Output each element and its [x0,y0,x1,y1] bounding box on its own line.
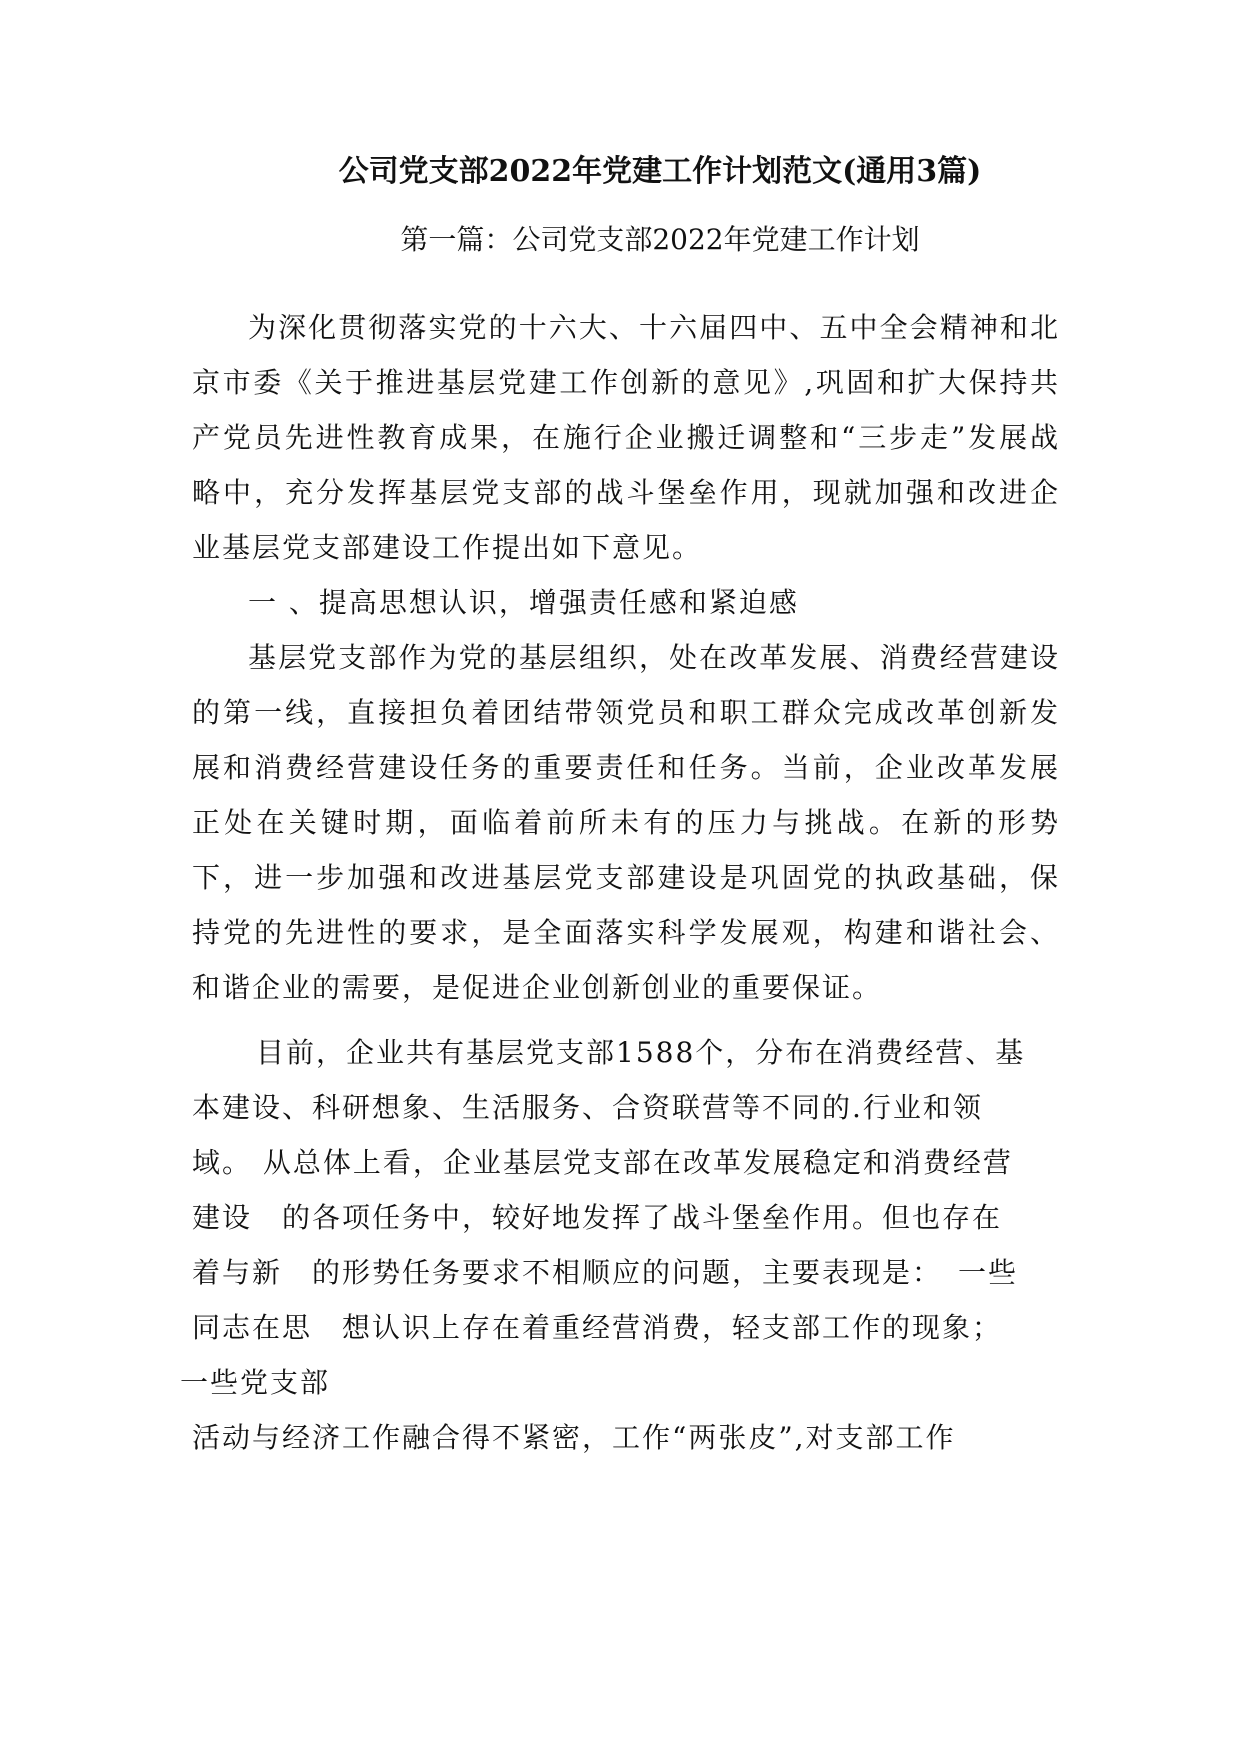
paragraph-intro: 为深化贯彻落实党的十六大、十六届四中、五中全会精神和北京市委《关于推进基层党建工作创新的意见》,巩固和扩大保持共产党员先进性教育成果，在施行企业搬迁调整和“三步走”发展战略中，充分发挥基层党支部的战斗堡垒作用，现就加强和改进企业基层党支部建设工作提出如下意见。 [192,311,1060,564]
section-heading: 一 、提高思想认识，增强责任感和紧迫感 [248,586,799,619]
text-line: 同志在思 想认识上存在着重经营消费，轻支部工作的现象； [192,1311,1003,1344]
document-title: 公司党支部2022年党建工作计划范文(通用3篇) [338,154,982,189]
paragraph-section-one: 基层党支部作为党的基层组织，处在改革发展、消费经营建设的第一线，直接担负着团结带领党员和职工群众完成改革创新发展和消费经营建设任务的重要责任和任务。当前，企业改革发展正处在关键时期，面临着前所未有的压力与挑战。在新的形势下，进一步加强和改进基层党支部建设是巩固党的执政基础，保持党的先进性的要求，是全面落实科学发展观，构建和谐社会、和谐企业的需要，是促进企业创新创业的重要保证。 [192,641,1060,1004]
text-line: 建设 的各项任务中，较好地发挥了战斗堡垒作用。但也存在 [192,1201,1003,1234]
document-subtitle: 第一篇：公司党支部2022年党建工作计划 [400,223,920,256]
text-line: 一些党支部 [180,1366,331,1399]
text-line: 目前，企业共有基层党支部1588个，分布在消费经营、基 [256,1036,1026,1069]
text-line: 域。 从总体上看，企业基层党支部在改革发展稳定和消费经营 [192,1146,1013,1179]
text-line: 活动与经济工作融合得不紧密，工作“两张皮”,对支部工作 [192,1421,956,1454]
text-line: 本建设、科研想象、生活服务、合资联营等不同的.行业和领 [192,1091,983,1124]
document-body [180,300,1060,1465]
paragraph-current-status [180,1025,1060,1465]
text-line: 着与新 的形势任务要求不相顺应的问题，主要表现是： 一些 [192,1256,1019,1289]
